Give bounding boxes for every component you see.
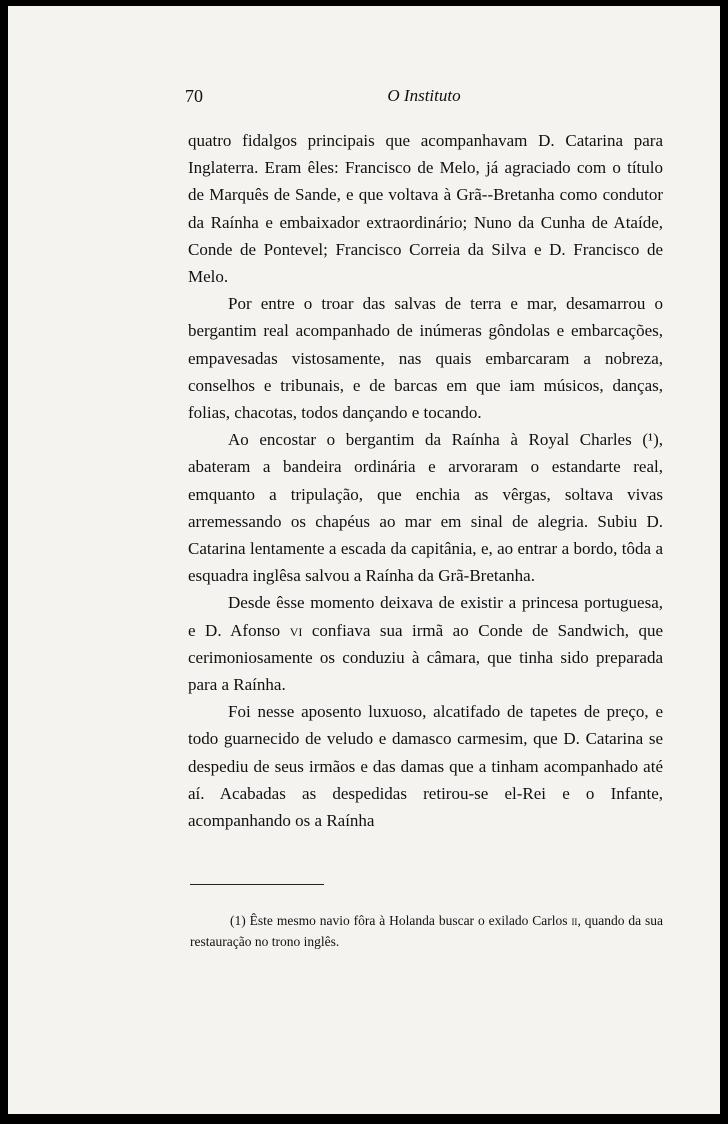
footnote	[190, 910, 663, 952]
footnote-marker: (1)	[230, 913, 246, 928]
page-header	[185, 86, 663, 112]
footnote-text-start: Êste mesmo navio fôra à Holanda buscar o exilado Carlos	[249, 913, 568, 928]
paragraph-3: Ao encostar o bergantim da Raínha à Royal Charles (¹), abateram a bandeira ordinária e arvoraram o estandarte real, emquanto a tripulação, que enchia as vêrgas, soltava vivas arremessando os chapéus ao mar em sinal de alegria. Subiu D. Catarina lentamente a escada da capitânia, e, ao entrar a bordo, tôda a esquadra inglêsa salvou a Raínha da Grã-Bretanha.	[188, 430, 663, 586]
page-number: 70	[185, 86, 203, 106]
running-title: O Instituto	[387, 86, 461, 105]
footnote-text-end: , quando da sua restauração no trono inglês.	[190, 913, 664, 949]
paragraph-5: Foi nesse aposento luxuoso, alcatifado de tapetes de preço, e todo guarnecido de veludo e damasco carmesim, que D. Catarina se despediu de seus irmãos e das damas que a tinham acompanhado até aí. Acabadas as despedidas retirou-se el-Rei e o Infante, acompanhando os a Raínha	[188, 702, 663, 831]
paragraph-4-start: Desde êsse momento deixava de existir a princesa portuguesa, e D. Afonso	[188, 593, 663, 640]
book-page	[8, 6, 720, 1114]
paragraph-1: quatro fidalgos principais que acompanhavam D. Catarina para Inglaterra. Eram êles: Francisco de Melo, já agraciado com o título de Marquês de Sande, e que voltava à Grã--Bretanha como condutor da Raínha e embaixador extraordinário; Nuno da Cunha de Ataíde, Conde de Pontevel; Francisco Correia da Silva e D. Francisco de Melo.	[188, 131, 663, 287]
footnote-roman-numeral: ii	[571, 913, 578, 928]
paragraph-2: Por entre o troar das salvas de terra e mar, desamarrou o bergantim real acompanhado de inúmeras gôndolas e embarcações, empavesadas vistosamente, nas quais embarcaram a nobreza, conselhos e tribunais, e de barcas em que iam músicos, danças, folias, chacotas, todos dançando e tocando.	[188, 294, 663, 423]
footnote-divider	[190, 884, 324, 885]
body-text	[188, 127, 663, 834]
paragraph-4-end: confiava sua irmã ao Conde de Sandwich, que cerimoniosamente os conduziu à câmara, que tinha sido preparada para a Raínha.	[188, 620, 663, 695]
paragraph-4	[188, 589, 663, 698]
roman-numeral-vi: vi	[289, 620, 303, 640]
